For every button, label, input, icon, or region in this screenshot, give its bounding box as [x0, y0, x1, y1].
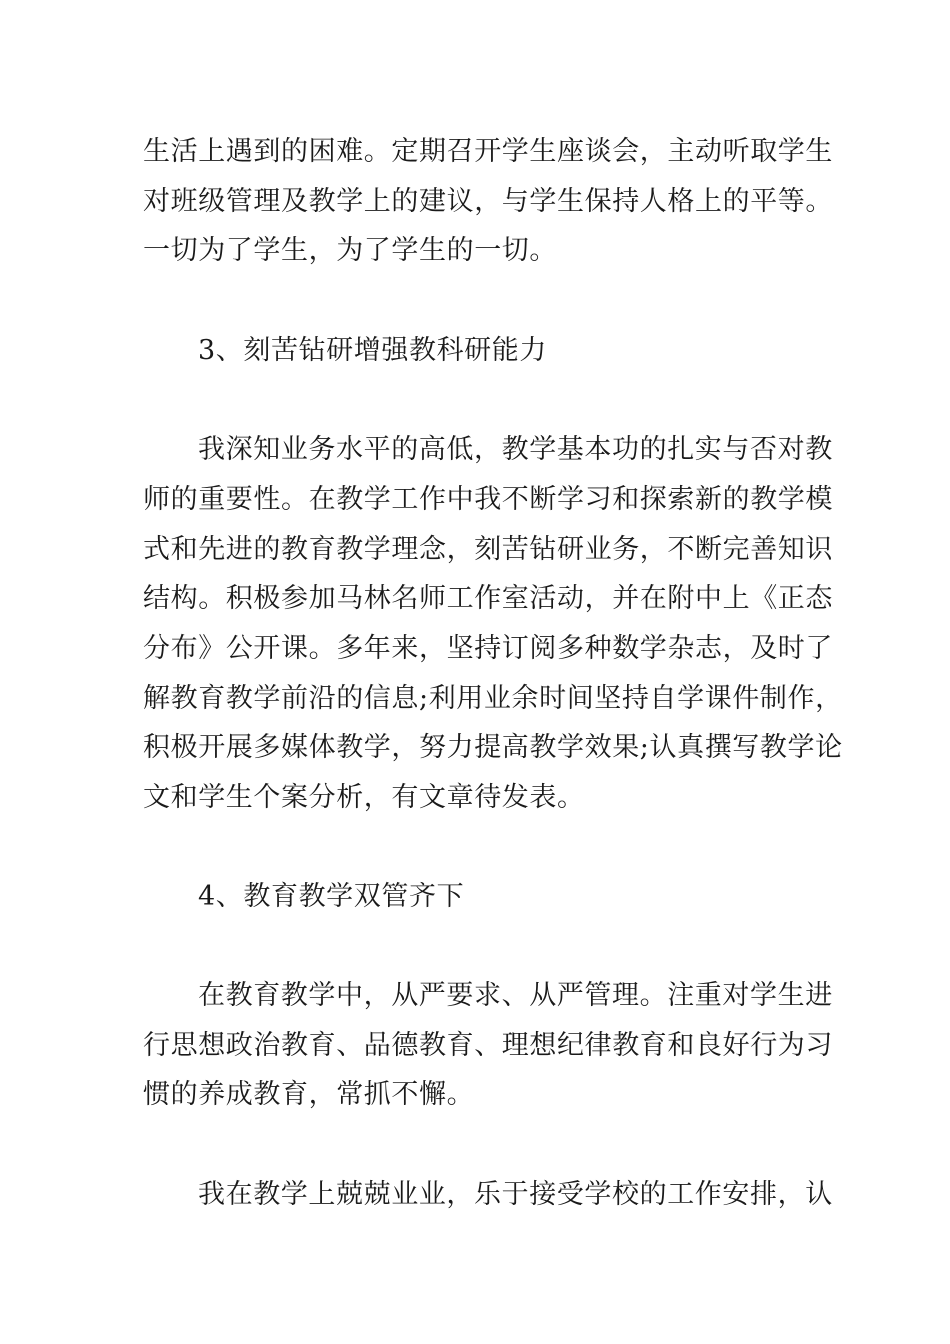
paragraph-line: 行思想政治教育、品德教育、理想纪律教育和良好行为习	[143, 1030, 833, 1061]
paragraph-line: 式和先进的教育教学理念，刻苦钻研业务，不断完善知识	[143, 534, 833, 565]
paragraph-line: 分布》公开课。多年来，坚持订阅多种数学杂志，及时了	[143, 633, 833, 664]
section-heading-4: 4、教育教学双管齐下	[198, 881, 465, 912]
paragraph-line: 在教育教学中，从严要求、从严管理。注重对学生进	[198, 980, 833, 1011]
paragraph-line: 一切为了学生，为了学生的一切。	[143, 235, 557, 266]
section-heading-3: 3、刻苦钻研增强教科研能力	[198, 335, 547, 366]
paragraph-line: 我深知业务水平的高低，教学基本功的扎实与否对教	[198, 434, 833, 465]
paragraph-line: 解教育教学前沿的信息;利用业余时间坚持自学课件制作，	[143, 683, 843, 714]
paragraph-line: 惯的养成教育，常抓不懈。	[143, 1079, 475, 1110]
paragraph-line: 结构。积极参加马林名师工作室活动，并在附中上《正态	[143, 583, 833, 614]
paragraph-line: 积极开展多媒体教学，努力提高教学效果;认真撰写教学论	[143, 732, 843, 763]
paragraph-line: 生活上遇到的困难。定期召开学生座谈会，主动听取学生	[143, 136, 833, 167]
paragraph-line: 对班级管理及教学上的建议，与学生保持人格上的平等。	[143, 186, 833, 217]
paragraph-line: 师的重要性。在教学工作中我不断学习和探索新的教学模	[143, 484, 833, 515]
paragraph-line: 我在教学上兢兢业业，乐于接受学校的工作安排，认	[198, 1179, 833, 1210]
paragraph-line: 文和学生个案分析，有文章待发表。	[143, 782, 585, 813]
